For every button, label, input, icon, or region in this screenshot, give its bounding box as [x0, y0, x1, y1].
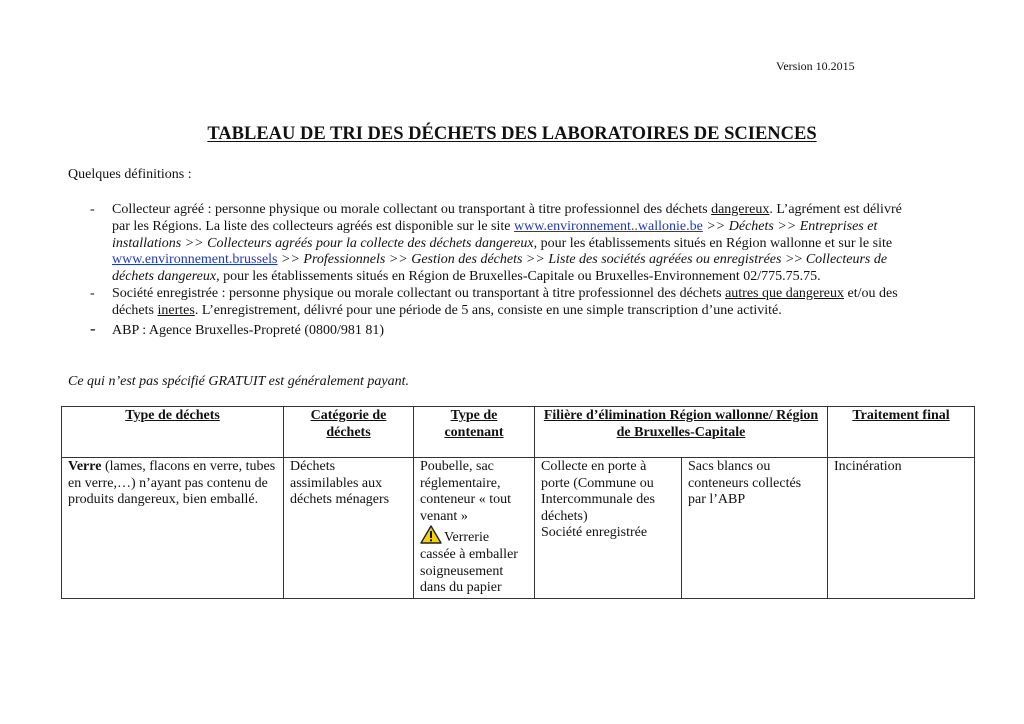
- list-dash: -: [90, 202, 95, 217]
- warning-triangle-icon: [420, 525, 442, 544]
- list-dash: -: [90, 318, 96, 338]
- table-row: [62, 458, 975, 599]
- definition-societe: [90, 286, 920, 320]
- table-header-row: [62, 407, 975, 458]
- definition-text: Collecteur agréé : personne physique ou morale collectant ou transportant à titre professionnel des déchets: [112, 202, 712, 217]
- definition-text: , pour les établissements situés en Région wallonne et sur le site: [533, 235, 893, 251]
- definition-text: et/ou des déchets: [112, 285, 898, 318]
- container-text: Poubelle, sac réglementaire, conteneur « tout venant »: [420, 459, 511, 524]
- cell-contenant: [414, 458, 535, 599]
- link-brussels[interactable]: www.environnement.brussels: [112, 252, 278, 268]
- warning-text: Verrerie cassée à emballer soigneusement dans du papier: [420, 530, 518, 596]
- header-categorie: Catégorie de déchets: [284, 407, 414, 458]
- navigation-path: >> Déchets >> Entreprises et installations >> Collecteurs agréés pour la collecte des déchets dangereux: [112, 218, 878, 251]
- cell-wallonie: [535, 458, 682, 599]
- navigation-path: Collecteurs de déchets dangereux: [112, 252, 888, 285]
- definitions-intro: Quelques définitions :: [68, 167, 192, 182]
- cell-type: [62, 458, 284, 599]
- header-filiere: Filière d’élimination Région wallonne/ Région de Bruxelles-Capitale: [535, 407, 828, 458]
- definition-text: , pour les établissements situés en Région de Bruxelles-Capitale ou Bruxelles-Environnement 02/775.75.75.: [216, 269, 821, 285]
- definition-text: . L’enregistrement, délivré pour une période de 5 ans, consiste en une simple transcription d’une activité.: [194, 302, 782, 318]
- definition-text: ABP : Agence Bruxelles-Propreté (0800/981 81): [112, 322, 385, 338]
- definition-text: . L’agrément est délivré par les Régions. La liste des collecteurs agréés est disponible sur le site: [112, 202, 902, 234]
- path-separator: >: [794, 252, 806, 268]
- wallonie-societe: Société enregistrée: [541, 525, 648, 541]
- waste-type-description: (lames, flacons en verre, tubes en verre,…) n’ayant pas contenu de produits dangereux, bien emballé.: [68, 459, 276, 508]
- navigation-path: >> Professionnels >> Gestion des déchets >> Liste des sociétés agréées ou enregistrées >: [277, 252, 795, 268]
- underlined-term: inertes: [157, 302, 195, 318]
- waste-type-name: Verre: [68, 459, 102, 474]
- header-traitement: Traitement final: [828, 407, 975, 458]
- definition-text: Société enregistrée : personne physique ou morale collectant ou transportant à titre professionnel des déchets: [112, 285, 726, 301]
- wallonie-collecte: Collecte en porte à porte (Commune ou Intercommunale des déchets): [541, 459, 655, 524]
- definitions-list: [90, 202, 920, 339]
- definition-collecteur: [90, 202, 920, 286]
- cell-categorie: Déchets assimilables aux déchets ménagers: [284, 458, 414, 599]
- underlined-term: autres que dangereux: [725, 285, 845, 301]
- cell-bruxelles: Sacs blancs ou conteneurs collectés par l’ABP: [682, 458, 828, 599]
- waste-sorting-table: [61, 406, 975, 599]
- header-type: Type de déchets: [62, 407, 284, 458]
- link-wallonie[interactable]: www.environnement..wallonie.be: [514, 218, 703, 234]
- underlined-term: dangereux: [711, 202, 770, 217]
- container-warning: [420, 525, 528, 596]
- page-title: TABLEAU DE TRI DES DÉCHETS DES LABORATOIRES DE SCIENCES: [207, 124, 817, 144]
- list-dash: -: [90, 285, 95, 301]
- cell-traitement: Incinération: [828, 458, 975, 599]
- payment-note: Ce qui n’est pas spécifié GRATUIT est généralement payant.: [68, 374, 409, 389]
- header-contenant: Type de contenant: [414, 407, 535, 458]
- version-label: Version 10.2015: [776, 59, 855, 73]
- definition-abp: [90, 318, 920, 340]
